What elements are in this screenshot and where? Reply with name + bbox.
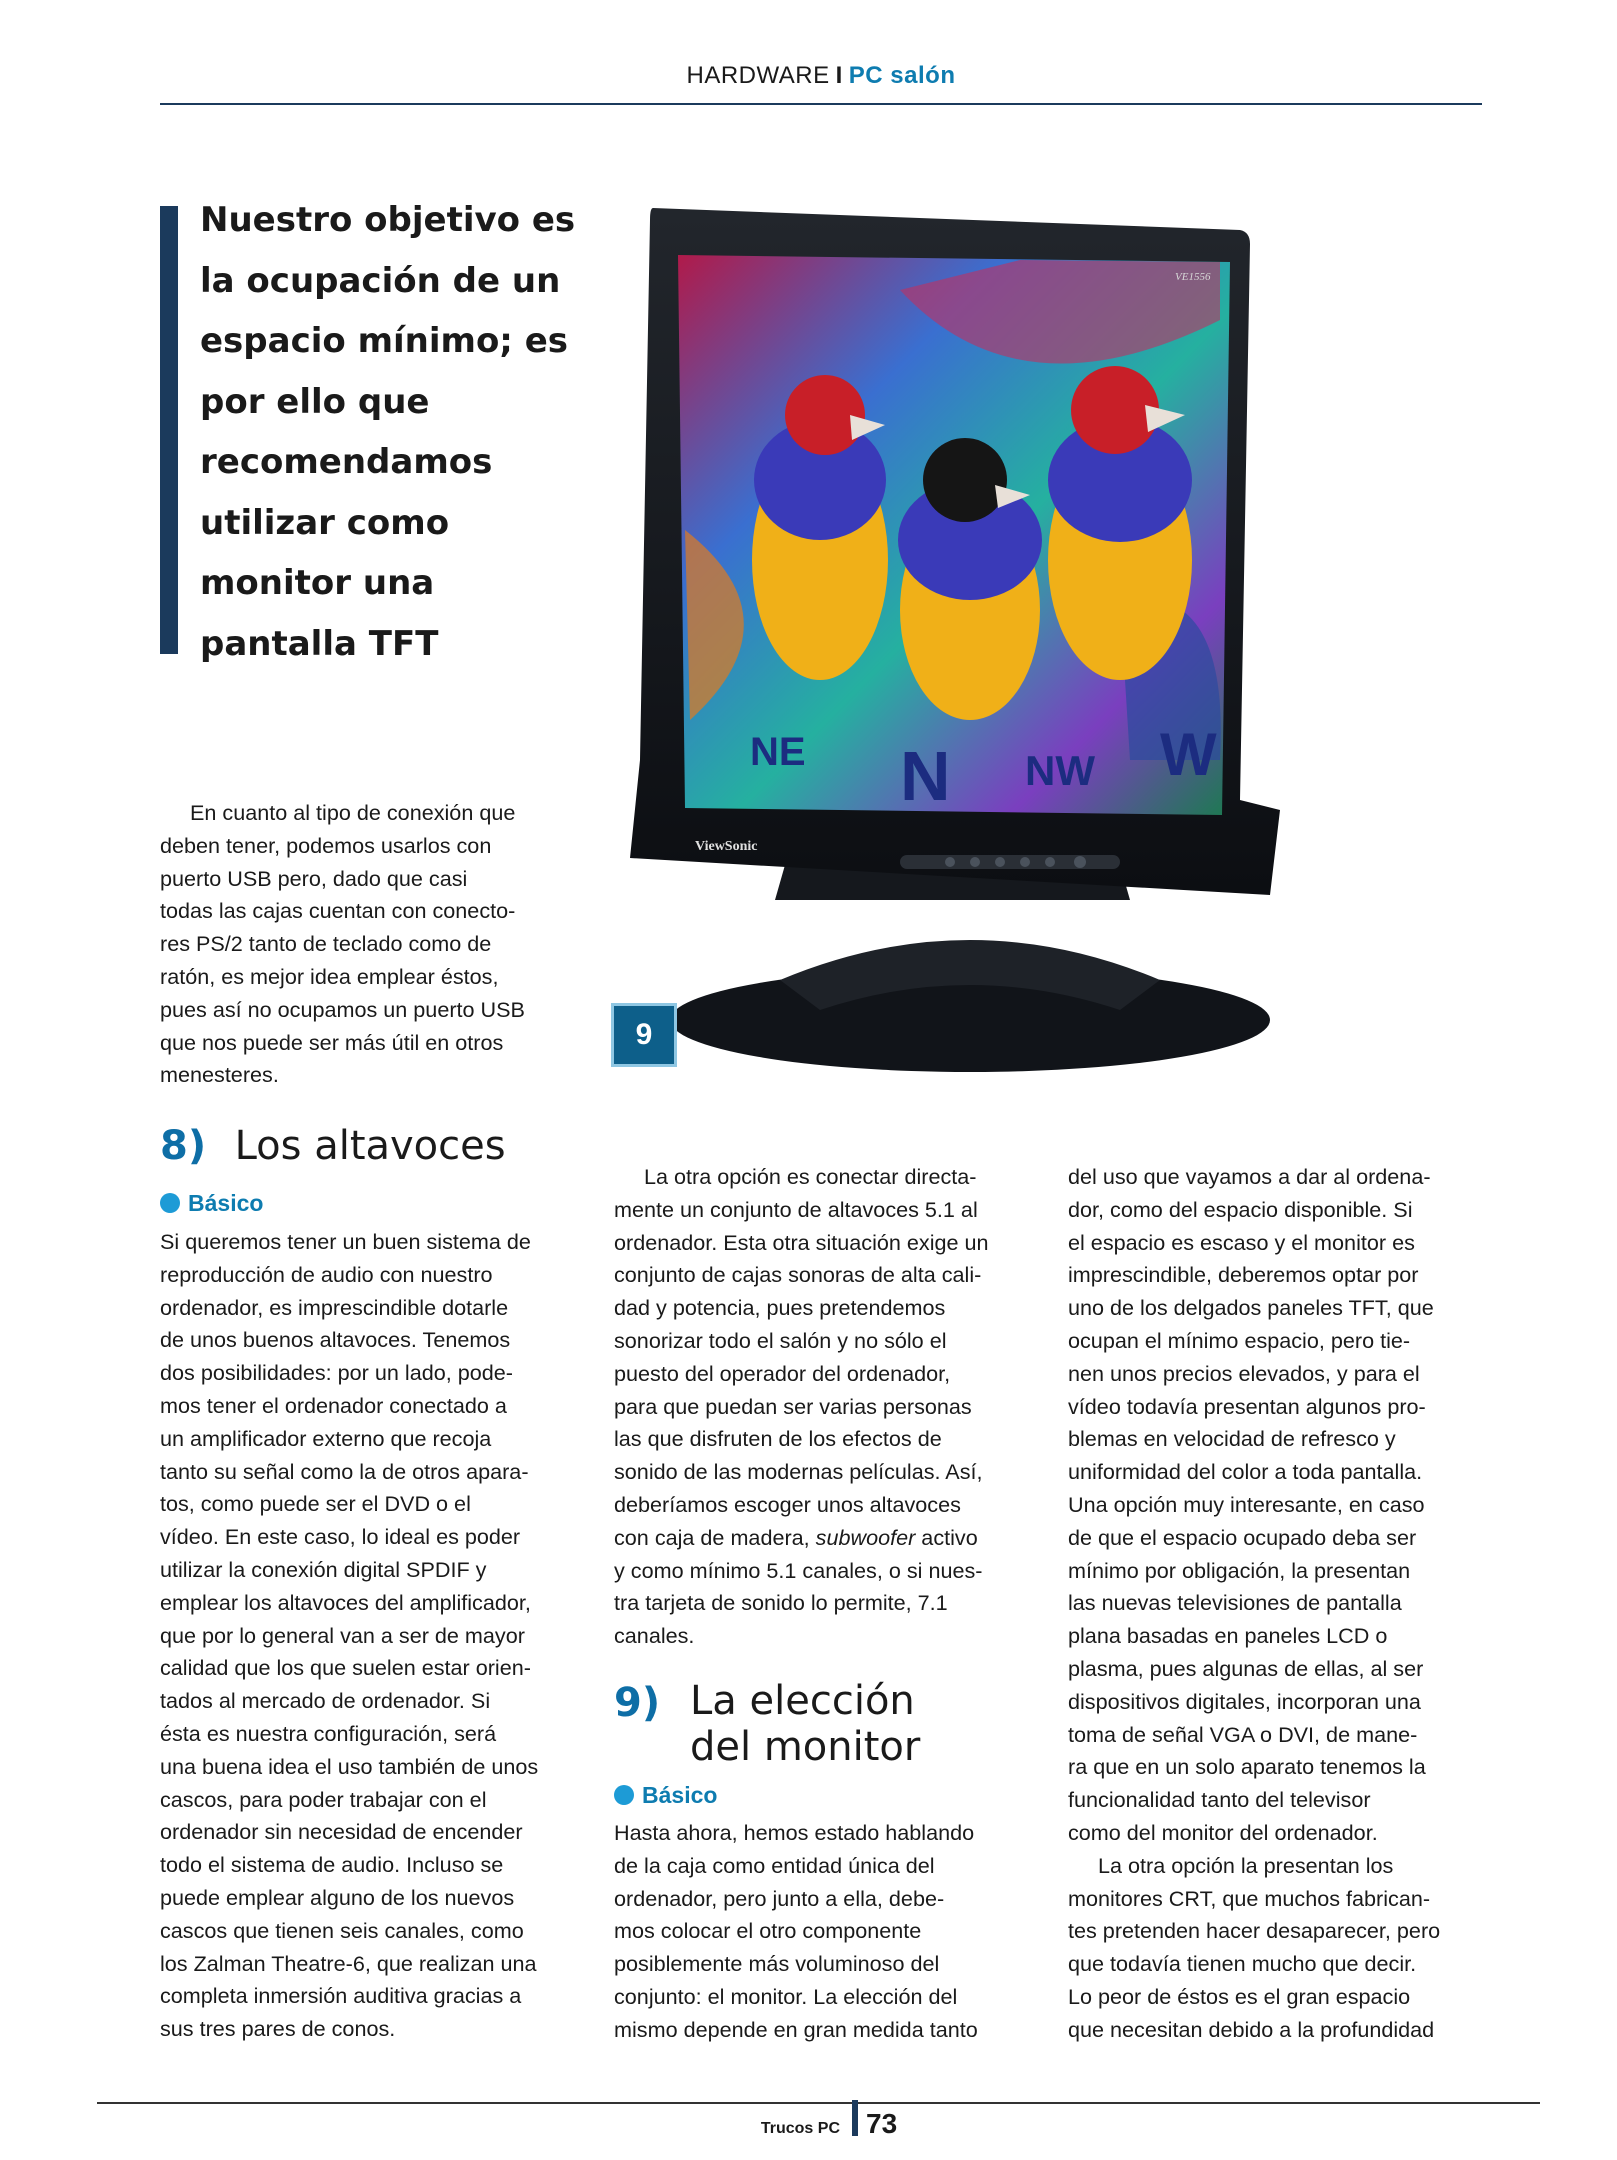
body-line: uno de los delgados paneles TFT, que: [1068, 1295, 1434, 1321]
body-line: imprescindible, deberemos optar por: [1068, 1262, 1419, 1288]
section-9-title-line1: La elección: [690, 1678, 915, 1724]
body-line: reproducción de audio con nuestro: [160, 1261, 493, 1287]
body-line: tos, como puede ser el DVD o el: [160, 1491, 471, 1517]
body-line: cascos, para poder trabajar con el: [160, 1786, 487, 1812]
pull-quote-line: monitor una: [200, 563, 435, 603]
body-line: toma de señal VGA o DVI, de mane-: [1068, 1721, 1418, 1747]
screen-letter-ne: NE: [750, 730, 806, 774]
body-line: para que puedan ser varias personas: [614, 1393, 972, 1419]
body-line: deberíamos escoger unos altavoces: [614, 1491, 961, 1517]
pull-quote-line: por ello que: [200, 381, 430, 422]
intro-line: En cuanto al tipo de conexión que: [190, 800, 516, 825]
body-line: mos colocar el otro componente: [614, 1918, 922, 1944]
body-line: ordenador, pero junto a ella, debe-: [614, 1885, 945, 1911]
monitor-illustration: [600, 200, 1320, 1080]
body-line: uniformidad del color a toda pantalla.: [1068, 1459, 1423, 1485]
body-line: mínimo por obligación, la presentan: [1068, 1557, 1411, 1583]
body-line: canales.: [614, 1623, 695, 1649]
header-separator: I: [835, 62, 843, 89]
body-line: dor, como del espacio disponible. Si: [1068, 1196, 1413, 1222]
body-line: de que el espacio ocupado deba ser: [1068, 1524, 1417, 1550]
body-line: que por lo general van a ser de mayor: [160, 1622, 525, 1648]
body-line: tados al mercado de ordenador. Si: [160, 1688, 491, 1714]
body-line: Hasta ahora, hemos estado hablando: [614, 1820, 975, 1845]
header-rule: [160, 103, 1482, 105]
body-line: ocupan el mínimo espacio, pero tie-: [1068, 1327, 1411, 1353]
header-subsection: PC salón: [848, 62, 956, 89]
body-line: conjunto de cajas sonoras de alta cali-: [614, 1262, 982, 1288]
intro-line: ratón, es mejor idea emplear éstos,: [160, 963, 499, 989]
body-line: las que disfruten de los efectos de: [614, 1426, 942, 1452]
column-2-body: [614, 1161, 1020, 1653]
footer-bar: [852, 2100, 858, 2136]
body-line: tra tarjeta de sonido lo permite, 7.1: [614, 1590, 948, 1616]
section-9-title-line2: del monitor: [690, 1724, 921, 1770]
body-line: una buena idea el uso también de unos: [160, 1753, 539, 1779]
section-9-level: [614, 1782, 717, 1809]
body-line: ordenador. Esta otra situación exige un: [614, 1229, 989, 1255]
pull-quote-bar: [160, 206, 178, 654]
body-line: tes pretenden hacer desaparecer, pero: [1068, 1918, 1441, 1944]
body-line: sonido de las modernas películas. Así,: [614, 1459, 983, 1485]
body-line: ordenador, es imprescindible dotarle: [160, 1294, 509, 1320]
monitor-model: VE1556: [1175, 271, 1211, 283]
body-line: puesto del operador del ordenador,: [614, 1360, 951, 1386]
body-line: Una opción muy interesante, en caso: [1068, 1491, 1425, 1517]
screen-letter-nw: NW: [1025, 747, 1095, 794]
intro-line: res PS/2 tanto de teclado como de: [160, 931, 492, 957]
body-line: monitores CRT, que muchos fabrican-: [1068, 1885, 1431, 1911]
figure-number-badge: 9: [614, 1006, 674, 1064]
body-line: dispositivos digitales, incorporan una: [1068, 1688, 1421, 1714]
body-line: tanto su señal como la de otros apara-: [160, 1458, 529, 1484]
body-line: de la caja como entidad única del: [614, 1852, 935, 1878]
body-line: utilizar la conexión digital SPDIF y: [160, 1556, 487, 1582]
body-line: [614, 1522, 1020, 1555]
pull-quote-line: recomendamos: [200, 442, 493, 482]
body-line: dos posibilidades: por un lado, pode-: [160, 1360, 513, 1386]
body-line: ésta es nuestra configuración, será: [160, 1720, 497, 1746]
column-3-body: [1068, 1161, 1474, 2047]
footer-rule: [97, 2102, 1540, 2104]
body-line: del uso que vayamos a dar al ordena-: [1068, 1164, 1431, 1189]
body-line: que necesitan debido a la profundidad: [1068, 2016, 1435, 2042]
pull-quote-line: la ocupación de un: [200, 260, 561, 301]
intro-line: que nos puede ser más útil en otros: [160, 1029, 504, 1055]
level-dot-icon: [614, 1785, 634, 1805]
level-dot-icon: [160, 1193, 180, 1213]
body-line: conjunto: el monitor. La elección del: [614, 1983, 958, 2009]
body-line: Lo peor de éstos es el gran espacio: [1068, 1983, 1411, 2009]
section-8-body: [160, 1226, 566, 2046]
body-line: los Zalman Theatre-6, que realizan una: [160, 1950, 537, 1976]
section-8-number: 8): [160, 1123, 207, 1169]
body-line: Si queremos tener un buen sistema de: [160, 1229, 531, 1254]
section-9-body: [614, 1817, 1020, 2047]
header-section: HARDWARE: [686, 62, 830, 89]
pull-quote-line: Nuestro objetivo es: [200, 200, 576, 240]
section-9-number: 9): [614, 1680, 661, 1726]
body-line: y como mínimo 5.1 canales, o si nues-: [614, 1557, 983, 1583]
body-line: las nuevas televisiones de pantalla: [1068, 1590, 1402, 1616]
intro-line: pues así no ocupamos un puerto USB: [160, 996, 525, 1022]
body-line: completa inmersión auditiva gracias a: [160, 1983, 522, 2009]
monitor-brand: ViewSonic: [695, 839, 758, 854]
intro-line: puerto USB pero, dado que casi: [160, 865, 468, 891]
level-label: Básico: [642, 1782, 718, 1808]
body-line: mente un conjunto de altavoces 5.1 al: [614, 1196, 978, 1222]
body-line: emplear los altavoces del amplificador,: [160, 1589, 531, 1615]
section-8-heading: [160, 1123, 580, 1169]
body-line: todo el sistema de audio. Incluso se: [160, 1852, 504, 1878]
body-line: vídeo. En este caso, lo ideal es poder: [160, 1524, 521, 1550]
pull-quote-line: utilizar como: [200, 502, 450, 543]
body-line: La otra opción la presentan los: [1098, 1852, 1394, 1878]
level-label: Básico: [188, 1190, 264, 1216]
page-number: 73: [866, 2108, 898, 2139]
body-line: blemas en velocidad de refresco y: [1068, 1426, 1396, 1452]
body-line: ra que en un solo aparato tenemos la: [1068, 1754, 1426, 1780]
body-line: un amplificador externo que recoja: [160, 1425, 492, 1451]
body-line: puede emplear alguno de los nuevos: [160, 1884, 515, 1910]
body-line: ordenador sin necesidad de encender: [160, 1819, 523, 1845]
body-text: con caja de madera,: [614, 1524, 816, 1550]
body-line: plana basadas en paneles LCD o: [1068, 1623, 1388, 1649]
footer-magazine: Trucos PC: [760, 2120, 840, 2137]
body-line: de unos buenos altavoces. Tenemos: [160, 1327, 511, 1353]
body-line: que todavía tienen mucho que decir.: [1068, 1951, 1417, 1977]
body-line: sonorizar todo el salón y no sólo el: [614, 1327, 947, 1353]
body-line: posiblemente más voluminoso del: [614, 1951, 940, 1977]
screen-letter-n: N: [900, 737, 951, 815]
body-line: mismo depende en gran medida tanto: [614, 2016, 978, 2042]
body-text: activo: [915, 1524, 978, 1550]
body-line: el espacio es escaso y el monitor es: [1068, 1229, 1415, 1255]
intro-paragraph: [160, 797, 566, 1092]
intro-line: deben tener, podemos usarlos con: [160, 832, 492, 858]
body-line: mos tener el ordenador conectado a: [160, 1392, 507, 1418]
screen-letter-w: W: [1160, 721, 1217, 788]
body-text-italic: subwoofer: [815, 1524, 916, 1550]
body-line: La otra opción es conectar directa-: [644, 1164, 977, 1189]
body-line: sus tres pares de conos.: [160, 2016, 396, 2042]
monitor-buttons: [900, 855, 1120, 869]
section-8-title: Los altavoces: [234, 1123, 506, 1169]
body-line: vídeo todavía presentan algunos pro-: [1068, 1393, 1426, 1419]
intro-line: todas las cajas cuentan con conecto-: [160, 898, 516, 924]
body-line: dad y potencia, pues pretendemos: [614, 1295, 946, 1321]
pull-quote: [200, 190, 580, 674]
body-line: como del monitor del ordenador.: [1068, 1819, 1378, 1845]
body-line: funcionalidad tanto del televisor: [1068, 1787, 1371, 1813]
running-header: [160, 62, 1482, 90]
body-line: nen unos precios elevados, y para el: [1068, 1360, 1420, 1386]
intro-line: menesteres.: [160, 1062, 279, 1088]
body-line: calidad que los que suelen estar orien-: [160, 1655, 531, 1681]
pull-quote-line: espacio mínimo; es: [200, 321, 569, 361]
body-line: plasma, pues algunas de ellas, al ser: [1068, 1655, 1424, 1681]
body-line: cascos que tienen seis canales, como: [160, 1917, 524, 1943]
pull-quote-line: pantalla TFT: [200, 623, 439, 664]
section-8-level: [160, 1190, 263, 1217]
